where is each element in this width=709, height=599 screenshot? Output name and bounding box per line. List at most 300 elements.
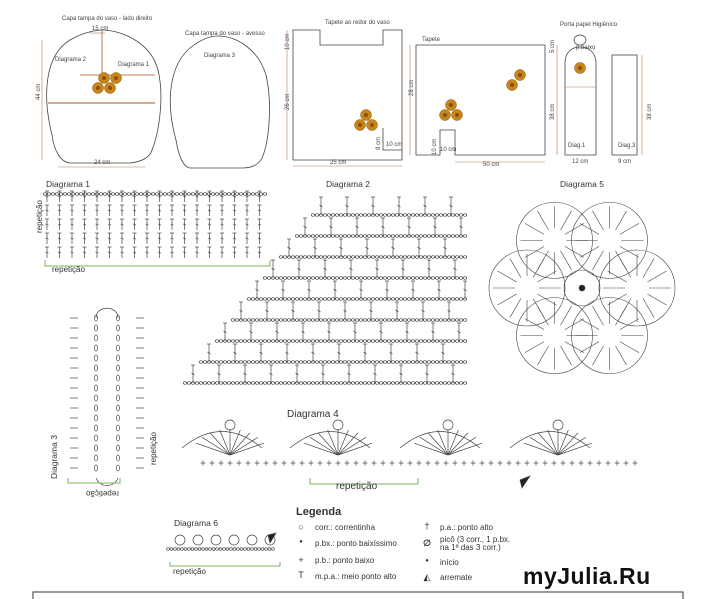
chain-stitch — [117, 455, 120, 461]
rosette-stitch — [620, 319, 639, 330]
p5-title: Porta papel Higiênico — [560, 22, 618, 28]
chain-stitch — [267, 298, 270, 301]
chain-stitch — [199, 193, 202, 196]
p5-dim-d: 12 cm — [572, 159, 589, 165]
flower-center — [108, 86, 112, 90]
chain-stitch — [383, 340, 386, 343]
picot — [553, 420, 563, 430]
chain-stitch — [327, 277, 330, 280]
chain-stitch — [447, 298, 450, 301]
chain-stitch — [311, 235, 314, 238]
chain-stitch — [379, 298, 382, 301]
chain-stitch — [291, 277, 294, 280]
chain-stitch — [216, 548, 219, 551]
chain-stitch — [407, 298, 410, 301]
chain-stitch — [265, 548, 268, 551]
chain-stitch — [339, 382, 342, 385]
chain-stitch — [359, 214, 362, 217]
chain-stitch — [379, 235, 382, 238]
chain-stitch — [235, 340, 238, 343]
chain-stitch — [435, 361, 438, 364]
chain-stitch — [315, 361, 318, 364]
chain-stitch — [323, 319, 326, 322]
chain-stitch — [439, 382, 442, 385]
chain-stitch — [263, 298, 266, 301]
chain-stitch — [95, 325, 98, 331]
chain-stitch — [363, 340, 366, 343]
rosette-stitch — [593, 251, 604, 270]
chain-stitch — [255, 193, 258, 196]
chain-stitch — [459, 298, 462, 301]
chain-stitch — [375, 361, 378, 364]
chain-stitch — [303, 319, 306, 322]
chain-stitch — [351, 256, 354, 259]
p2-title: Capa tampa do vaso - avesso — [185, 31, 265, 37]
chain-stitch — [387, 256, 390, 259]
chain-stitch — [335, 340, 338, 343]
chain-stitch — [395, 214, 398, 217]
chain-stitch — [443, 214, 446, 217]
fan-stitch — [230, 430, 240, 455]
chain-stitch — [463, 214, 466, 217]
chain-stitch — [258, 548, 261, 551]
rosette-stitch — [608, 271, 627, 282]
chain-stitch — [419, 277, 422, 280]
chain-stitch — [383, 256, 386, 259]
chain-stitch — [47, 193, 50, 196]
legend-item-text: picô (3 corr., 1 p.bx. na 1ª das 3 corr.) — [440, 535, 511, 553]
chain-stitch — [363, 214, 366, 217]
chain-stitch — [187, 382, 190, 385]
chain-stitch — [287, 277, 290, 280]
chain-stitch — [211, 382, 214, 385]
chain-arc — [96, 478, 118, 486]
chain-stitch — [447, 340, 450, 343]
chain-stitch — [431, 214, 434, 217]
chain-stitch — [272, 548, 275, 551]
chain-stitch — [95, 425, 98, 431]
chain-stitch — [223, 361, 226, 364]
chain-stitch — [63, 193, 66, 196]
legend-item-text: p.b.: ponto baixo — [315, 556, 375, 565]
p4-dim-d: 50 cm — [483, 162, 500, 168]
chain-stitch — [227, 193, 230, 196]
chain-stitch — [423, 361, 426, 364]
chain-stitch — [331, 256, 334, 259]
chain-stitch — [399, 277, 402, 280]
chain-stitch — [363, 235, 366, 238]
chain-stitch — [259, 193, 262, 196]
chain-stitch — [279, 340, 282, 343]
chain-stitch — [443, 361, 446, 364]
lid-cover-right-shape — [42, 30, 161, 167]
chain-stitch — [291, 298, 294, 301]
chain-stitch — [403, 382, 406, 385]
chain-stitch — [399, 235, 402, 238]
chain-stitch — [331, 235, 334, 238]
chain-stitch — [303, 361, 306, 364]
chain-stitch — [315, 319, 318, 322]
chain-symbol-icon: ○ — [298, 522, 304, 532]
rosette-stitch — [525, 246, 544, 257]
chain-stitch — [383, 277, 386, 280]
chain-stitch — [407, 340, 410, 343]
chain-stitch — [395, 277, 398, 280]
legend-item-text: corr.: correntinha — [315, 523, 376, 532]
chain-stitch — [271, 382, 274, 385]
chain-stitch — [291, 340, 294, 343]
chain-stitch — [359, 361, 362, 364]
chain-stitch — [379, 361, 382, 364]
rosette-stitch — [525, 342, 544, 353]
chain-stitch — [202, 548, 205, 551]
chain-stitch — [403, 214, 406, 217]
chain-stitch — [299, 298, 302, 301]
p1-top-dim: 15 cm — [92, 26, 109, 32]
chain-stitch — [247, 193, 250, 196]
rug-around-shape — [287, 30, 402, 166]
chain-stitch — [315, 277, 318, 280]
fan-arc — [510, 432, 590, 449]
p4-title: Tapete — [422, 37, 441, 43]
chain-stitch — [375, 214, 378, 217]
chain-stitch — [403, 298, 406, 301]
p1-diag2: Diagrama 2 — [55, 57, 87, 63]
chain-stitch — [79, 193, 82, 196]
chain-stitch — [95, 385, 98, 391]
chain-stitch — [415, 340, 418, 343]
chain-stitch — [117, 435, 120, 441]
flower-center — [102, 76, 106, 80]
chain-stitch — [459, 214, 462, 217]
chain-stitch — [427, 235, 430, 238]
chain-stitch — [415, 256, 418, 259]
flower-center — [578, 66, 582, 70]
chain-stitch — [419, 298, 422, 301]
chain-stitch — [415, 298, 418, 301]
fan-stitch — [328, 430, 338, 455]
chain-stitch — [387, 235, 390, 238]
chain-stitch — [127, 193, 130, 196]
chain-stitch — [431, 277, 434, 280]
chain-stitch — [191, 548, 194, 551]
chain-stitch — [299, 382, 302, 385]
chain-stitch — [347, 298, 350, 301]
chain-stitch — [447, 256, 450, 259]
chain-stitch — [415, 214, 418, 217]
chain-stitch — [235, 361, 238, 364]
chain-stitch — [347, 340, 350, 343]
chain-stitch — [295, 277, 298, 280]
flower-center — [370, 123, 374, 127]
chain-stitch — [455, 340, 458, 343]
chain-stitch — [235, 319, 238, 322]
chain-stitch — [451, 277, 454, 280]
diagram-3-rep-side: repetição — [149, 432, 158, 465]
chain-stitch — [427, 319, 430, 322]
picot-symbol-icon: ⵁ — [423, 538, 431, 548]
chain-stitch — [311, 256, 314, 259]
chain-stitch — [259, 340, 262, 343]
chain-stitch — [371, 235, 374, 238]
chain-stitch — [371, 319, 374, 322]
chain-stitch — [423, 382, 426, 385]
chain-stitch — [279, 319, 282, 322]
chain-stitch — [203, 382, 206, 385]
chain-stitch — [215, 340, 218, 343]
diagram-1-rep-side: repetição — [35, 200, 44, 233]
chain-stitch — [423, 277, 426, 280]
chain-stitch — [439, 298, 442, 301]
chain-stitch — [237, 548, 240, 551]
chain-stitch — [123, 193, 126, 196]
chain-stitch — [399, 214, 402, 217]
chain-stitch — [343, 214, 346, 217]
chain-stitch — [267, 340, 270, 343]
chain-stitch — [199, 361, 202, 364]
watermark-logo: myJulia.Ru — [523, 563, 651, 589]
chain-stitch — [307, 235, 310, 238]
rosette-stitch — [538, 211, 549, 230]
chain-stitch — [427, 256, 430, 259]
legend-item-text: arremate — [440, 573, 473, 582]
chain-stitch — [455, 277, 458, 280]
chain-stitch — [411, 382, 414, 385]
chain-stitch — [335, 277, 338, 280]
chain-stitch — [407, 214, 410, 217]
chain-stitch — [259, 298, 262, 301]
chain-stitch — [95, 395, 98, 401]
chain-stitch — [371, 382, 374, 385]
picot — [333, 420, 343, 430]
chain-stitch — [391, 298, 394, 301]
picot — [225, 420, 235, 430]
chain-stitch — [271, 298, 274, 301]
chain-stitch — [355, 382, 358, 385]
chain-stitch — [188, 548, 191, 551]
chain-stitch — [359, 340, 362, 343]
chain-stitch — [311, 382, 314, 385]
chain-stitch — [335, 361, 338, 364]
chain-stitch — [339, 340, 342, 343]
p4-dim-c: 10 cm — [440, 147, 457, 153]
chain-stitch — [295, 361, 298, 364]
chain-stitch — [451, 235, 454, 238]
chain-stitch — [271, 361, 274, 364]
chain-stitch — [223, 193, 226, 196]
chain-stitch — [315, 382, 318, 385]
chain-stitch — [291, 382, 294, 385]
chain-stitch — [319, 235, 322, 238]
chain-stitch — [395, 256, 398, 259]
chain-stitch — [351, 319, 354, 322]
chain-stitch — [375, 256, 378, 259]
chain-stitch — [435, 277, 438, 280]
chain-stitch — [383, 298, 386, 301]
chain-stitch — [287, 298, 290, 301]
chain-stitch — [435, 235, 438, 238]
chain-stitch — [463, 382, 466, 385]
chain-stitch — [319, 256, 322, 259]
chain-stitch — [271, 340, 274, 343]
chain-stitch — [275, 277, 278, 280]
chain-stitch — [117, 425, 120, 431]
rosette-stitch — [525, 223, 544, 234]
paper-holder-shape — [557, 35, 642, 155]
chain-stitch — [455, 214, 458, 217]
chain-stitch — [443, 382, 446, 385]
chain-stitch — [239, 382, 242, 385]
fasten-off-arrow — [520, 476, 530, 488]
chain-stitch — [339, 214, 342, 217]
chain-stitch — [315, 235, 318, 238]
chain-stitch — [351, 340, 354, 343]
chain-stitch — [155, 193, 158, 196]
diagram-4-chart — [182, 420, 638, 488]
chain-stitch — [251, 382, 254, 385]
chain-stitch — [95, 335, 98, 341]
rosette-stitch — [525, 319, 544, 330]
chain-stitch — [235, 382, 238, 385]
chain-stitch — [135, 193, 138, 196]
chain-stitch — [315, 340, 318, 343]
chain-stitch — [367, 382, 370, 385]
chain-stitch — [243, 319, 246, 322]
chain-stitch — [244, 548, 247, 551]
chain-stitch — [443, 235, 446, 238]
chain-stitch — [291, 361, 294, 364]
p5-dim-a: 5 cm — [550, 39, 556, 53]
chain-stitch — [117, 335, 120, 341]
chain-stitch — [447, 235, 450, 238]
chain-stitch — [351, 361, 354, 364]
chain-stitch — [315, 298, 318, 301]
chain-stitch — [415, 235, 418, 238]
chain-stitch — [431, 382, 434, 385]
chain-stitch — [67, 193, 70, 196]
chain-stitch — [247, 340, 250, 343]
chain-stitch — [203, 193, 206, 196]
fan-arc — [182, 432, 262, 449]
chain-stitch — [75, 193, 78, 196]
chain-stitch — [403, 235, 406, 238]
chain-stitch — [287, 319, 290, 322]
chain-stitch — [331, 319, 334, 322]
chain-stitch — [447, 277, 450, 280]
chain-stitch — [223, 548, 226, 551]
chain-stitch — [351, 235, 354, 238]
chain-stitch — [439, 340, 442, 343]
chain-stitch — [407, 319, 410, 322]
chain-stitch — [331, 277, 334, 280]
chain-stitch — [367, 340, 370, 343]
chain-stitch — [163, 193, 166, 196]
chain-stitch — [331, 298, 334, 301]
chain-stitch — [403, 277, 406, 280]
rosette-stitch — [608, 294, 627, 305]
chain-stitch — [139, 193, 142, 196]
chain-stitch — [427, 298, 430, 301]
flower-center — [455, 113, 459, 117]
chain-stitch — [117, 405, 120, 411]
chain-stitch — [319, 382, 322, 385]
diagram-4-title: Diagrama 4 — [287, 409, 339, 420]
chain-stitch — [395, 235, 398, 238]
chain-stitch — [195, 548, 198, 551]
chain-stitch — [299, 319, 302, 322]
chain-stitch — [423, 298, 426, 301]
chain-stitch — [339, 277, 342, 280]
chain-stitch — [323, 235, 326, 238]
chain-stitch — [375, 298, 378, 301]
chain-stitch — [315, 214, 318, 217]
p3-dim-e: 25 cm — [330, 160, 347, 166]
fan-stitch — [558, 430, 568, 455]
chain-stitch — [335, 319, 338, 322]
chain-stitch — [212, 548, 215, 551]
chain-stitch — [419, 235, 422, 238]
chain-stitch — [307, 361, 310, 364]
chain-stitch — [195, 382, 198, 385]
chain-stitch — [327, 319, 330, 322]
chain-stitch — [267, 382, 270, 385]
chain-stitch — [219, 382, 222, 385]
chain-stitch — [287, 340, 290, 343]
chain-stitch — [291, 256, 294, 259]
chain-stitch — [143, 193, 146, 196]
chain-stitch — [383, 361, 386, 364]
chain-stitch — [51, 193, 54, 196]
chain-stitch — [303, 277, 306, 280]
chain-stitch — [95, 375, 98, 381]
chain-stitch — [319, 361, 322, 364]
chain-stitch — [383, 214, 386, 217]
chain-stitch — [351, 382, 354, 385]
chain-stitch — [95, 435, 98, 441]
chain-stitch — [375, 382, 378, 385]
rosette-stitch — [647, 294, 666, 305]
diagram-1-title: Diagrama 1 — [46, 179, 90, 189]
chain-stitch — [227, 340, 230, 343]
chain-stitch — [239, 340, 242, 343]
chain-stitch — [254, 548, 257, 551]
chain-stitch — [403, 340, 406, 343]
chain-stitch — [183, 193, 186, 196]
chain-stitch — [335, 214, 338, 217]
chain-stitch — [391, 361, 394, 364]
chain-stitch — [439, 256, 442, 259]
chain-stitch — [263, 319, 266, 322]
chain-stitch — [303, 256, 306, 259]
chain-stitch — [463, 361, 466, 364]
chain-stitch — [209, 548, 212, 551]
chain-stitch — [347, 277, 350, 280]
chain-stitch — [279, 361, 282, 364]
rosette-stitch — [620, 342, 639, 353]
chain-stitch — [87, 193, 90, 196]
rosette-stitch — [561, 211, 572, 230]
chain-stitch — [91, 193, 94, 196]
rosette-stitch — [561, 306, 572, 325]
chain-stitch — [435, 319, 438, 322]
chain-stitch — [327, 214, 330, 217]
diagram-4-rep: repetição — [336, 481, 378, 492]
chain-stitch — [263, 277, 266, 280]
flower-center — [358, 123, 362, 127]
chain-stitch — [117, 365, 120, 371]
chain-stitch — [463, 235, 466, 238]
chain-stitch — [371, 277, 374, 280]
